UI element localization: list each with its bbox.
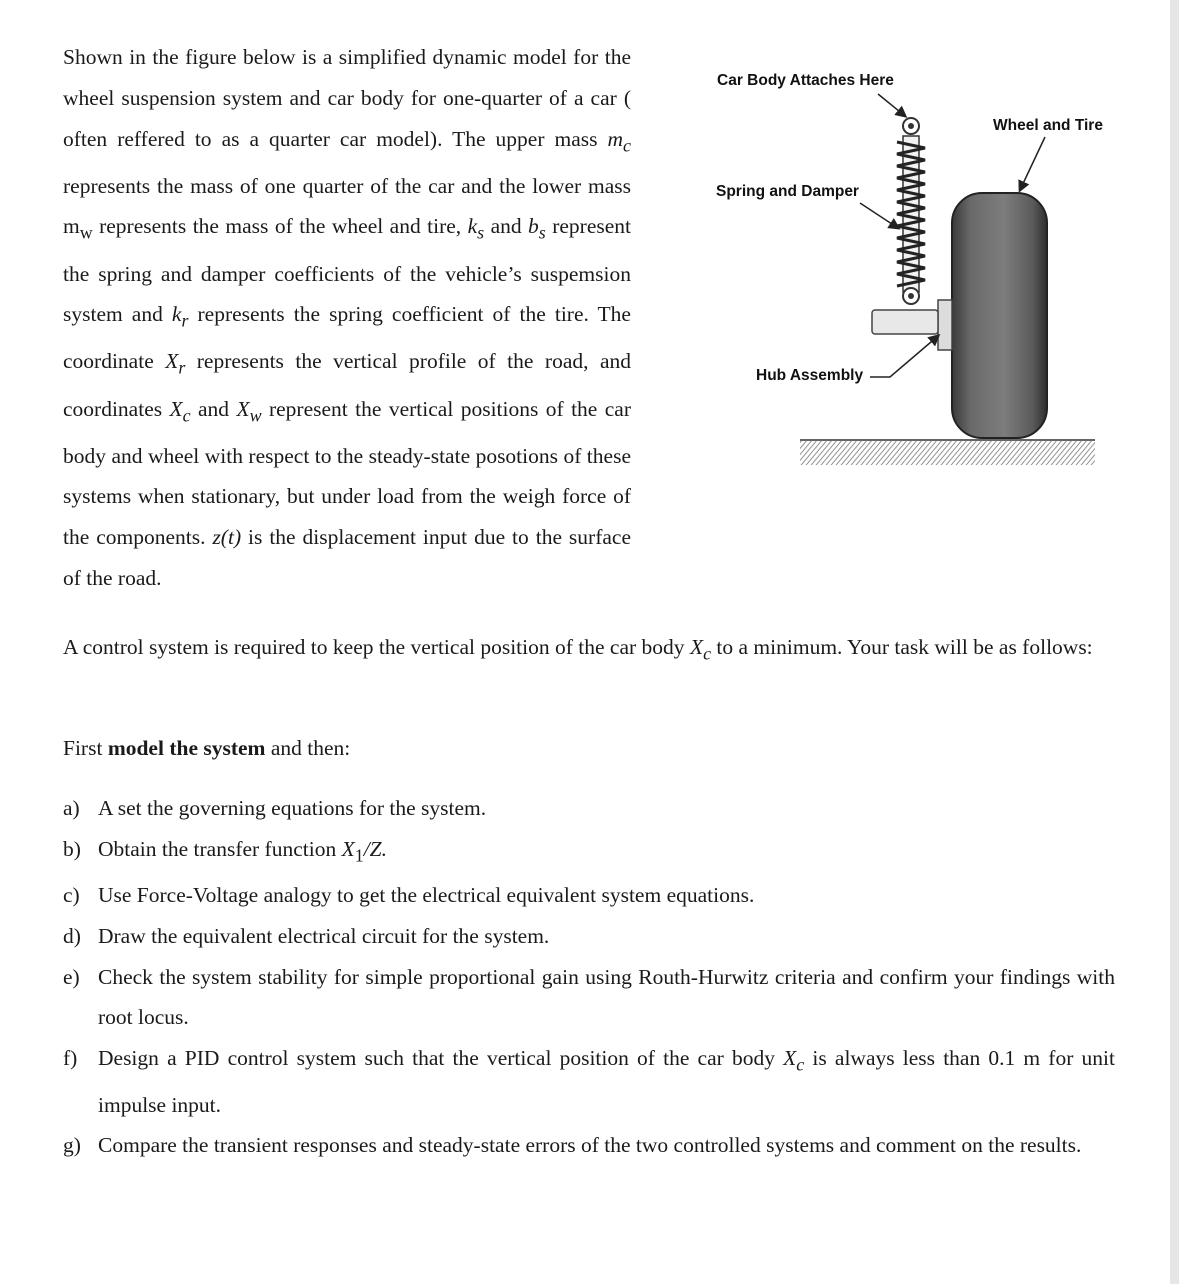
hub-arrow — [870, 336, 938, 377]
intro-paragraph — [63, 37, 631, 599]
list-item: g) Compare the transient responses and steady-state errors of the two controlled systems and comment on the results. — [63, 1133, 1082, 1158]
spring-damper — [897, 118, 925, 304]
spring-arrow — [860, 203, 898, 228]
list-item: b) Obtain the transfer function $X_1/Z$. — [63, 836, 387, 865]
label-wheel-tire: Wheel and Tire — [993, 117, 1103, 134]
label-car-body: Car Body Attaches Here — [717, 72, 894, 89]
list-item: c) Use Force-Voltage analogy to get the electrical equivalent system equations. — [63, 883, 755, 908]
hub-axle — [872, 310, 938, 334]
list-item: f) Design a PID control system such that the vertical position of the car body $X_c$ is always less than 0.1 m for unit impulse input. — [63, 1045, 1115, 1117]
intro-text: Shown in the figure below is a simplified dynamic model for the wheel suspension system and car body for one-quarter of a car ( often reffered to as a quarter car model). The upper mass $m_c$ represents the mass of one quarter of the car and the lower mass $m_w$ represents the mass of the wheel and tire, $k_s$ and $b_s$ represent the spring and damper coefficients of the vehicle’s suspemsion system and $k_r$ represents the spring coefficient of the tire. The coordinate $X_r$ represents the vertical profile of the road, and coordinates $X_c$ and $X_w$ represent the vertical positions of the car body and wheel with respect to the steady-state posotions of these systems when stationary, but under load from the weigh force of the components. z(t) is the displacement input due to the surface of the road. — [63, 45, 631, 591]
task-paragraph — [63, 627, 1115, 674]
page-edge — [1170, 0, 1179, 1284]
emphasis-model-system: model the system — [107, 736, 266, 760]
label-spring-damper: Spring and Damper — [716, 183, 859, 200]
list-item: e) Check the system stability for simple proportional gain using Routh-Hurwitz criteria and confirm your findings with root locus. — [63, 964, 1115, 1030]
quarter-car-figure — [700, 60, 1140, 480]
first-line: First model the system and then: — [63, 736, 351, 760]
task-list — [63, 788, 1115, 1166]
list-item: a) A set the governing equations for the system. — [63, 796, 487, 820]
wheel-arrow — [1020, 137, 1045, 190]
task-text: A control system is required to keep the vertical position of the car body $X_c$ to a minimum. Your task will be as follows: — [63, 635, 1093, 664]
list-item: d) Draw the equivalent electrical circuit for the system. — [63, 924, 550, 949]
label-hub-assembly: Hub Assembly — [756, 367, 864, 384]
hub-plate — [938, 300, 952, 350]
ground-hatch — [800, 440, 1095, 465]
car-body-arrow — [878, 94, 905, 116]
tire — [952, 193, 1047, 438]
